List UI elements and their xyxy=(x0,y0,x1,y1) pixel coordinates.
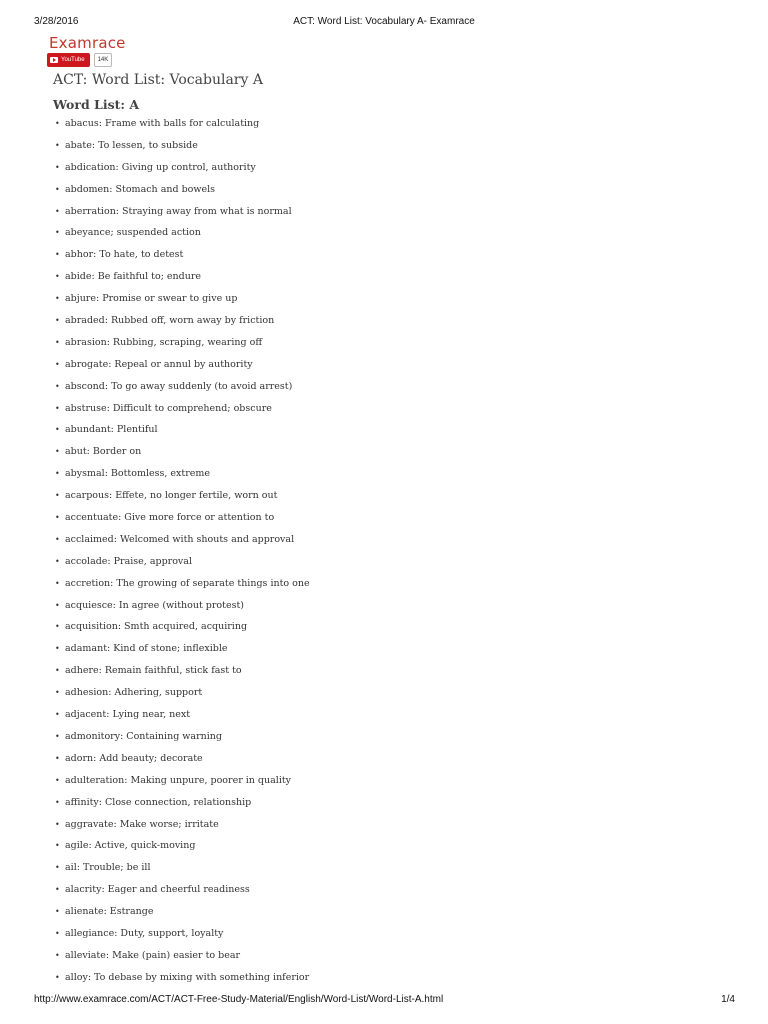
word-list-item xyxy=(47,598,727,620)
bullet-icon: • xyxy=(55,950,60,960)
word-list-item xyxy=(47,291,727,313)
word-list-item xyxy=(47,576,727,598)
word-list-item xyxy=(47,488,727,510)
word-definition: abrogate: Repeal or annul by authority xyxy=(65,358,253,370)
word-definition: alleviate: Make (pain) easier to bear xyxy=(65,949,241,961)
word-definition: adorn: Add beauty; decorate xyxy=(65,752,203,764)
word-definition: accolade: Praise, approval xyxy=(65,555,192,567)
word-list-item xyxy=(47,182,727,204)
word-list-item xyxy=(47,882,727,904)
word-definition: acclaimed: Welcomed with shouts and approval xyxy=(65,533,295,545)
word-list-item xyxy=(47,225,727,247)
bullet-icon: • xyxy=(55,381,60,391)
word-list-item xyxy=(47,138,727,160)
bullet-icon: • xyxy=(55,294,60,304)
word-list-item xyxy=(47,904,727,926)
bullet-icon: • xyxy=(55,578,60,588)
word-definition: adamant: Kind of stone; inflexible xyxy=(65,643,228,655)
bullet-icon: • xyxy=(55,666,60,676)
word-definition: alacrity: Eager and cheerful readiness xyxy=(65,884,250,896)
bullet-icon: • xyxy=(55,469,60,479)
word-definition: accretion: The growing of separate things into one xyxy=(65,577,310,589)
bullet-icon: • xyxy=(55,600,60,610)
word-definition: admonitory: Containing warning xyxy=(65,730,222,742)
word-definition: abdication: Giving up control, authority xyxy=(65,161,256,173)
word-list-item xyxy=(47,422,727,444)
word-definition: adulteration: Making unpure, poorer in quality xyxy=(65,774,292,786)
word-list-item xyxy=(47,685,727,707)
print-url: http://www.examrace.com/ACT/ACT-Free-Study-Material/English/Word-List/Word-List-A.html xyxy=(34,994,444,1005)
word-definition: accentuate: Give more force or attention to xyxy=(65,512,275,524)
word-list-item xyxy=(47,466,727,488)
word-list-item xyxy=(47,729,727,751)
bullet-icon: • xyxy=(55,885,60,895)
bullet-icon: • xyxy=(55,556,60,566)
word-list-item xyxy=(47,401,727,423)
word-definition: abdomen: Stomach and bowels xyxy=(65,183,216,195)
bullet-icon: • xyxy=(55,819,60,829)
word-definition: abhor: To hate, to detest xyxy=(65,249,184,261)
bullet-icon: • xyxy=(55,403,60,413)
bullet-icon: • xyxy=(55,447,60,457)
word-list-item xyxy=(47,970,727,992)
bullet-icon: • xyxy=(55,972,60,982)
word-definition: acquiesce: In agree (without protest) xyxy=(65,599,244,611)
bullet-icon: • xyxy=(55,184,60,194)
word-definition: abide: Be faithful to; endure xyxy=(65,271,202,283)
word-definition: abundant: Plentiful xyxy=(65,424,158,436)
bullet-icon: • xyxy=(55,513,60,523)
word-definition: acarpous: Effete, no longer fertile, worn out xyxy=(65,490,278,502)
word-definition: abysmal: Bottomless, extreme xyxy=(65,468,211,480)
word-definition: agile: Active, quick-moving xyxy=(65,840,196,852)
word-list-item xyxy=(47,817,727,839)
word-list-item xyxy=(47,926,727,948)
word-list-item xyxy=(47,269,727,291)
bullet-icon: • xyxy=(55,710,60,720)
print-date: 3/28/2016 xyxy=(34,16,79,27)
print-page-title: ACT: Word List: Vocabulary A- Examrace xyxy=(293,16,475,27)
word-definition: abscond: To go away suddenly (to avoid arrest) xyxy=(65,380,293,392)
bullet-icon: • xyxy=(55,907,60,917)
bullet-icon: • xyxy=(55,731,60,741)
word-definition: adhere: Remain faithful, stick fast to xyxy=(65,665,242,677)
youtube-subscriber-count: 14K xyxy=(94,53,113,67)
word-definition: abate: To lessen, to subside xyxy=(65,139,198,151)
word-definition: abrasion: Rubbing, scraping, wearing off xyxy=(65,336,263,348)
word-definition: allegiance: Duty, support, loyalty xyxy=(65,927,224,939)
word-definition: abraded: Rubbed off, worn away by friction xyxy=(65,315,275,327)
word-definition: adhesion: Adhering, support xyxy=(65,687,203,699)
bullet-icon: • xyxy=(55,140,60,150)
word-list-item xyxy=(47,860,727,882)
word-list xyxy=(47,116,727,992)
word-list-item xyxy=(47,641,727,663)
word-list-item xyxy=(47,160,727,182)
word-list-item xyxy=(47,795,727,817)
word-list-item xyxy=(47,444,727,466)
bullet-icon: • xyxy=(55,162,60,172)
bullet-icon: • xyxy=(55,534,60,544)
bullet-icon: • xyxy=(55,928,60,938)
bullet-icon: • xyxy=(55,316,60,326)
youtube-label: YouTube xyxy=(61,57,85,63)
word-list-item xyxy=(47,204,727,226)
word-list-item xyxy=(47,532,727,554)
word-definition: aggravate: Make worse; irritate xyxy=(65,818,219,830)
bullet-icon: • xyxy=(55,688,60,698)
page-title: ACT: Word List: Vocabulary A xyxy=(53,72,263,88)
word-list-item xyxy=(47,751,727,773)
word-definition: alienate: Estrange xyxy=(65,906,154,918)
examrace-logo[interactable]: Examrace xyxy=(49,34,126,52)
word-definition: ail: Trouble; be ill xyxy=(65,862,151,874)
word-definition: alloy: To debase by mixing with something inferior xyxy=(65,971,310,983)
word-definition: acquisition: Smth acquired, acquiring xyxy=(65,621,248,633)
word-list-item xyxy=(47,663,727,685)
word-list-item xyxy=(47,247,727,269)
word-definition: abacus: Frame with balls for calculating xyxy=(65,118,260,129)
section-title: Word List: A xyxy=(53,97,140,112)
word-definition: abjure: Promise or swear to give up xyxy=(65,293,238,305)
word-definition: aberration: Straying away from what is normal xyxy=(65,205,292,217)
word-list-item xyxy=(47,838,727,860)
bullet-icon: • xyxy=(55,775,60,785)
word-list-item xyxy=(47,707,727,729)
bullet-icon: • xyxy=(55,272,60,282)
word-definition: abut: Border on xyxy=(65,446,142,458)
bullet-icon: • xyxy=(55,425,60,435)
word-definition: adjacent: Lying near, next xyxy=(65,709,191,721)
print-header xyxy=(0,16,768,30)
bullet-icon: • xyxy=(55,491,60,501)
bullet-icon: • xyxy=(55,797,60,807)
bullet-icon: • xyxy=(55,206,60,216)
youtube-subscribe-button[interactable] xyxy=(47,53,90,67)
word-list-item xyxy=(47,773,727,795)
word-list-item xyxy=(47,948,727,970)
word-definition: abstruse: Difficult to comprehend; obscure xyxy=(65,402,272,414)
youtube-play-icon xyxy=(50,57,58,63)
word-list-item xyxy=(47,335,727,357)
word-list-item xyxy=(47,357,727,379)
word-definition: abeyance; suspended action xyxy=(65,227,201,239)
bullet-icon: • xyxy=(55,644,60,654)
word-list-item xyxy=(47,510,727,532)
word-list-item xyxy=(47,313,727,335)
bullet-icon: • xyxy=(55,119,60,128)
word-list-item xyxy=(47,554,727,576)
word-definition: affinity: Close connection, relationship xyxy=(65,796,252,808)
bullet-icon: • xyxy=(55,228,60,238)
bullet-icon: • xyxy=(55,359,60,369)
print-footer xyxy=(0,994,768,1008)
bullet-icon: • xyxy=(55,753,60,763)
print-page-number: 1/4 xyxy=(721,994,735,1005)
bullet-icon: • xyxy=(55,337,60,347)
bullet-icon: • xyxy=(55,863,60,873)
word-list-item xyxy=(47,379,727,401)
youtube-subscribe-widget xyxy=(47,53,112,67)
bullet-icon: • xyxy=(55,841,60,851)
word-list-item xyxy=(47,116,727,138)
bullet-icon: • xyxy=(55,250,60,260)
word-list-item xyxy=(47,619,727,641)
bullet-icon: • xyxy=(55,622,60,632)
